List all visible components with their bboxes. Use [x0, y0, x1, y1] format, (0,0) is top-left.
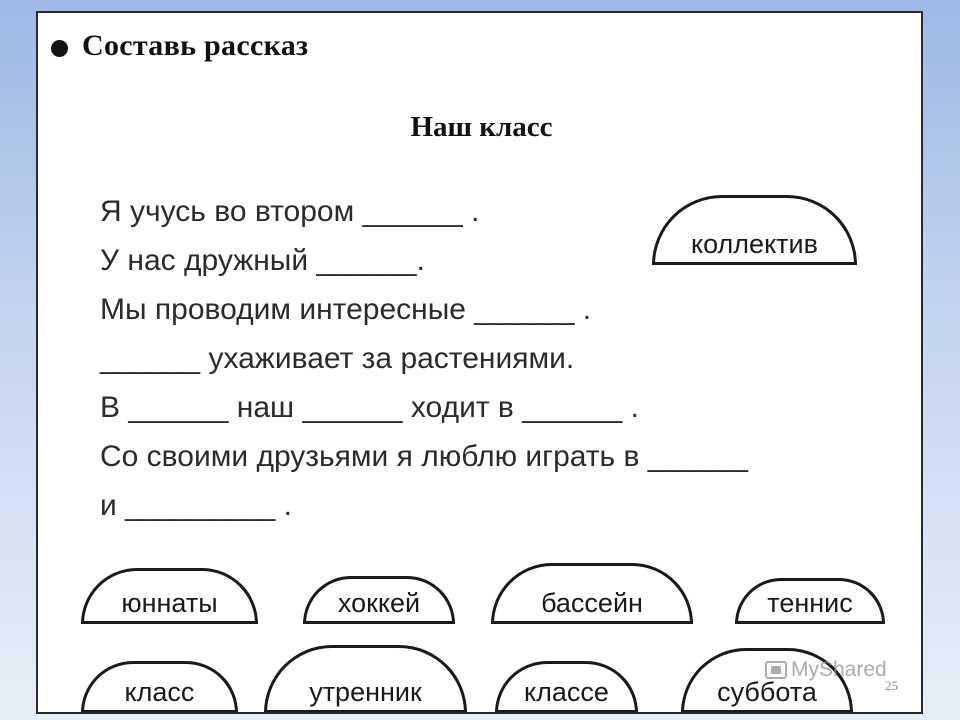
sentence-line: и _________ . — [100, 489, 292, 522]
watermark-text: MyShared — [791, 658, 887, 681]
sentence-line: У нас дружный ______. — [100, 244, 425, 277]
worksheet — [36, 11, 923, 714]
word-card-hokkey[interactable]: хоккей — [303, 576, 455, 624]
sentence-line: ______ ухаживает за растениями. — [100, 342, 575, 375]
watermark-logo — [765, 658, 887, 682]
sentence-line: Я учусь во втором ______ . — [100, 195, 480, 228]
sentence-line: Мы проводим интересные ______ . — [100, 293, 592, 326]
sentence-line: Со своими друзьями я люблю играть в ______ — [100, 440, 748, 473]
word-card-tennis[interactable]: теннис — [735, 578, 885, 624]
word-card-utrennik[interactable]: утренник — [264, 645, 467, 713]
word-card-klasse[interactable]: классе — [495, 661, 638, 713]
bullet-icon — [51, 40, 68, 57]
word-card-subbota[interactable]: суббота — [681, 648, 853, 713]
page-number: 25 — [885, 678, 898, 693]
word-card-basseyn[interactable]: бассейн — [491, 563, 693, 624]
word-card-kollektiv[interactable]: коллектив — [652, 195, 857, 265]
word-card-yunnaty[interactable]: юннаты — [81, 568, 258, 624]
story-title: Наш класс — [410, 111, 553, 143]
word-card-klass[interactable]: класс — [81, 661, 238, 713]
worksheet-heading: Составь рассказ — [82, 29, 309, 62]
sentence-line: В ______ наш ______ ходит в ______ . — [100, 391, 639, 424]
presentation-icon — [765, 661, 787, 679]
